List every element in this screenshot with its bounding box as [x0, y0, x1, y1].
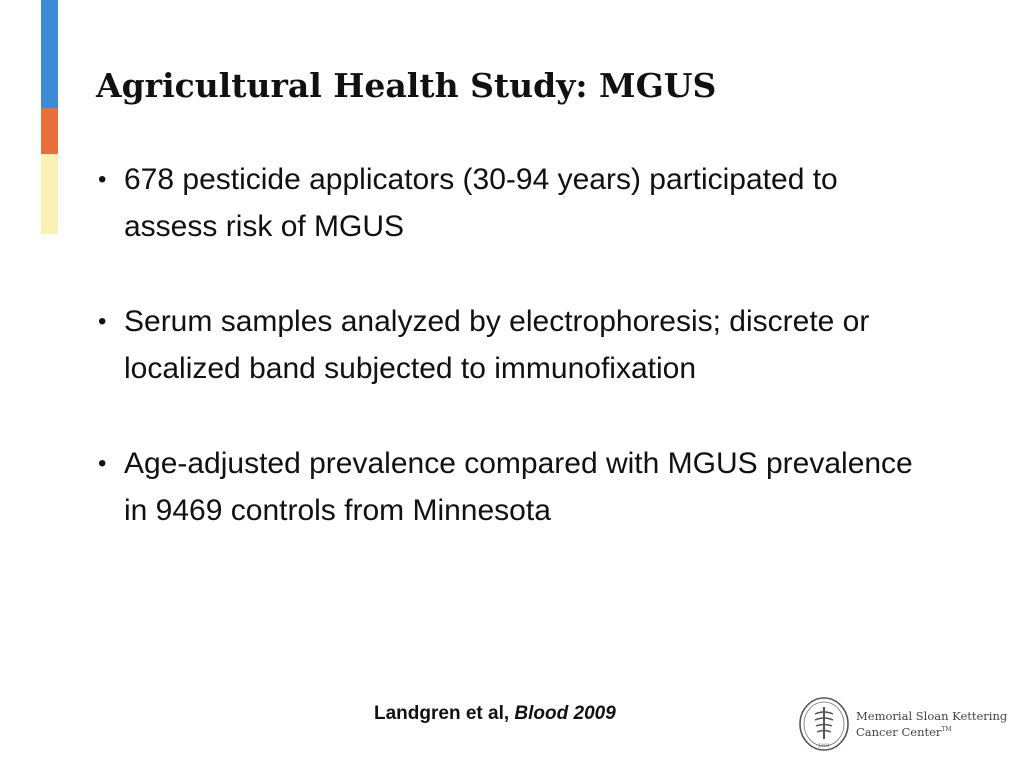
logo-line-2 [856, 723, 1007, 739]
accent-bar-blue [41, 0, 58, 108]
bullet-item [98, 440, 918, 534]
slide-title: Agricultural Health Study: MGUS [96, 66, 717, 105]
citation-source: Blood 2009 [514, 703, 616, 724]
citation [374, 703, 616, 725]
msk-logo [798, 696, 1007, 752]
logo-trademark: TM [941, 726, 952, 734]
msk-seal-icon [798, 696, 850, 752]
bullet-item [98, 156, 918, 250]
bullet-text: 678 pesticide applicators (30-94 years) participated to assess risk of MGUS [124, 163, 838, 243]
bullet-text: Age-adjusted prevalence compared with MGUS prevalence in 9469 controls from Minnesota [124, 447, 913, 527]
bullet-marker: • [98, 308, 107, 335]
bullet-marker: • [98, 166, 107, 193]
bullet-list [98, 156, 918, 582]
bullet-item [98, 298, 918, 392]
seal-year: 1884 [818, 744, 830, 749]
bullet-text: Serum samples analyzed by electrophoresis; discrete or localized band subjected to immunofixation [124, 305, 870, 385]
accent-bar-orange [41, 108, 58, 154]
logo-line-2-text: Cancer Center [856, 724, 942, 739]
bullet-marker: • [98, 450, 107, 477]
logo-line-1: Memorial Sloan Kettering [856, 709, 1008, 724]
accent-bar-cream [41, 154, 58, 234]
logo-text [856, 709, 1007, 739]
citation-authors: Landgren et al, [374, 703, 515, 724]
